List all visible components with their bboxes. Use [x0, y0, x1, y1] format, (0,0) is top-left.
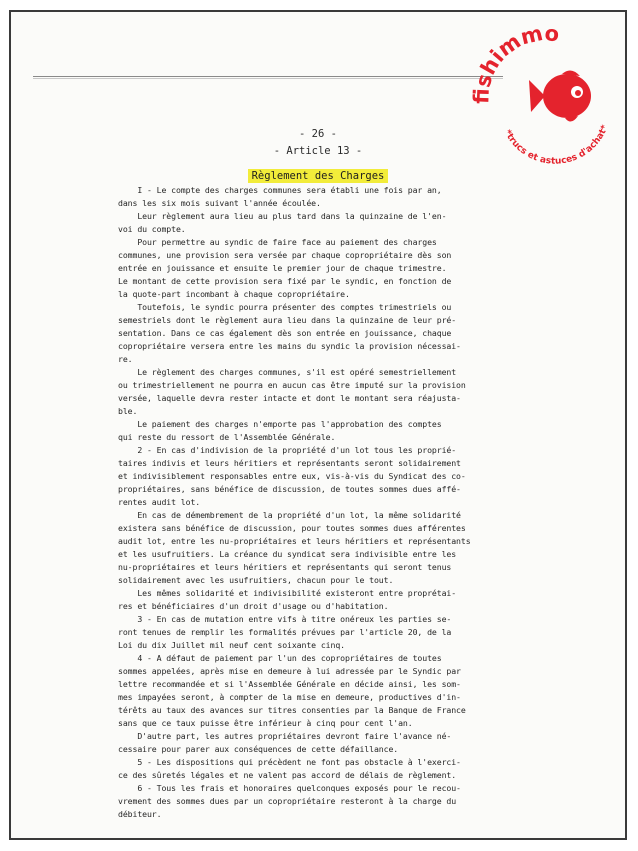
- text-line: Le montant de cette provision sera fixé par le syndic, en fonction de: [118, 276, 452, 286]
- text-line: 5 - Les dispositions qui précèdent ne font pas obstacle à l'exerci-: [118, 757, 461, 767]
- text-line: ront tenues de remplir les formalités prévues par l'article 20, de la: [118, 627, 452, 637]
- page-number: - 26 -: [299, 128, 337, 140]
- text-line: re.: [118, 354, 133, 364]
- text-line: Leur règlement aura lieu au plus tard dans la quinzaine de l'en-: [118, 211, 447, 221]
- text-line: débiteur.: [118, 809, 162, 819]
- text-line: sommes appelées, après mise en demeure à lui adressée par le Syndic par: [118, 666, 461, 676]
- text-line: la quote-part incombant à chaque copropriétaire.: [118, 289, 350, 299]
- text-line: Les mêmes solidarité et indivisibilité existeront entre proprétai-: [118, 588, 457, 598]
- text-line: res et bénéficiaires d'un droit d'usage ou d'habitation.: [118, 601, 389, 611]
- text-line: voi du compte.: [118, 224, 186, 234]
- text-line: semestriels dont le règlement aura lieu dans la quinzaine de leur pré-: [118, 315, 457, 325]
- text-line: Le paiement des charges n'emporte pas l'approbation des comptes: [118, 419, 442, 429]
- text-line: solidairement avec les usufruitiers, chacun pour le tout.: [118, 575, 394, 585]
- text-line: I - Le compte des charges communes sera établi une fois par an,: [118, 185, 442, 195]
- text-line: 2 - En cas d'indivision de la propriété d'un lot tous les proprié-: [118, 445, 457, 455]
- section-title: Règlement des Charges: [248, 169, 389, 183]
- text-line: Toutefois, le syndic pourra présenter des comptes trimestriels ou: [118, 302, 452, 312]
- text-line: taires indivis et leurs héritiers et représentants seront solidairement: [118, 458, 461, 468]
- text-line: entrée en jouissance et ensuite le premier jour de chaque trimestre.: [118, 263, 447, 273]
- text-line: audit lot, entre les nu-propriétaires et leurs héritiers et représentants: [118, 536, 471, 546]
- text-line: et indivisiblement responsables entre eux, vis-à-vis du Syndicat des co-: [118, 471, 466, 481]
- logo-tagline: *trucs et astuces d'achat*: [501, 123, 611, 167]
- text-line: nu-propriétaires et leurs héritiers et représentants qui seront tenus: [118, 562, 452, 572]
- text-line: communes, une provision sera versée par chaque copropriétaire dès son: [118, 250, 452, 260]
- article-body: [118, 184, 581, 821]
- text-line: et les usufruitiers. La créance du syndicat sera indivisible entre les: [118, 549, 457, 559]
- text-line: mes impayées seront, à compter de la mise en demeure, productives d'in-: [118, 692, 461, 702]
- text-line: existera sans bénéfice de discussion, pour toutes sommes dues afférentes: [118, 523, 466, 533]
- text-line: rentes audit lot.: [118, 497, 201, 507]
- text-line: 4 - A défaut de paiement par l'un des copropriétaires de toutes: [118, 653, 442, 663]
- text-line: Loi du dix Juillet mil neuf cent soixante cinq.: [118, 640, 345, 650]
- text-line: vrement des sommes dues par un copropriétaire resteront à la charge du: [118, 796, 457, 806]
- text-line: cessaire pour parer aux conséquences de cette défaillance.: [118, 744, 399, 754]
- text-line: En cas de démembrement de la propriété d'un lot, la même solidarité: [118, 510, 461, 520]
- text-line: 6 - Tous les frais et honoraires quelconques exposés pour le recou-: [118, 783, 461, 793]
- scan-top-rule: [33, 76, 503, 77]
- text-line: ble.: [118, 406, 138, 416]
- text-line: 3 - En cas de mutation entre vifs à titre onéreux les parties se-: [118, 614, 452, 624]
- text-line: copropriétaire versera entre les mains du syndic la provision nécessai-: [118, 341, 461, 351]
- text-line: qui reste du ressort de l'Assemblée Générale.: [118, 432, 336, 442]
- text-line: Pour permettre au syndic de faire face au paiement des charges: [118, 237, 437, 247]
- document-page: [9, 10, 627, 840]
- text-line: Le règlement des charges communes, s'il est opéré semestriellement: [118, 367, 457, 377]
- text-line: ce des sûretés légales et ne valent pas accord de délais de règlement.: [118, 770, 457, 780]
- text-line: ou trimestriellement ne pourra en aucun cas être imputé sur la provision: [118, 380, 466, 390]
- text-line: D'autre part, les autres propriétaires devront faire l'avance né-: [118, 731, 452, 741]
- text-line: térêts au taux des avances sur titres consenties par la Banque de France: [118, 705, 466, 715]
- text-line: dans les six mois suivant l'année écoulée.: [118, 198, 321, 208]
- text-line: propriétaires, sans bénéfice de discussion, de toutes sommes dues affé-: [118, 484, 461, 494]
- logo-brand: fishimmo: [469, 21, 561, 105]
- text-line: versée, laquelle devra rester intacte et dont le montant sera réajusta-: [118, 393, 461, 403]
- text-line: sans que ce taux puisse être inférieur à cinq pour cent l'an.: [118, 718, 413, 728]
- text-line: lettre recommandée et si l'Assemblée Générale en décide ainsi, les som-: [118, 679, 461, 689]
- article-heading: - Article 13 -: [273, 145, 363, 157]
- text-line: sentation. Dans ce cas également dès son entrée en jouissance, chaque: [118, 328, 452, 338]
